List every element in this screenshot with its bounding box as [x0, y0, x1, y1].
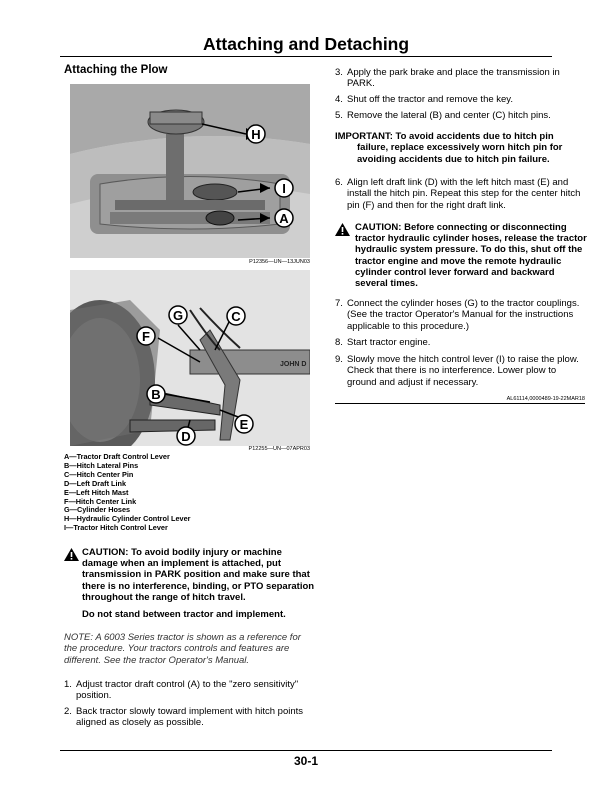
caution-text: CAUTION: Before connecting or disconnecting tractor hydraulic cylinder hoses, release the tractor hydraulic system pressure. To do this, shut off the tractor engine and move the remote hydraulic cylinder control lever forward and backward several times.	[355, 222, 587, 290]
callout-b	[147, 385, 165, 403]
step-text: Slowly move the hitch control lever (I) to raise the plow. Check that there is no interference. Lower plow to ground and adjust if necessary.	[347, 354, 579, 388]
step-6	[335, 177, 585, 211]
figure-control-levers	[70, 84, 310, 258]
legend-item: H—Hydraulic Cylinder Control Lever	[64, 514, 191, 524]
parts-legend	[64, 453, 314, 533]
legend-item: I—Tractor Hitch Control Lever	[64, 523, 168, 533]
figure-hitch-connection	[70, 270, 310, 446]
svg-text:E: E	[239, 417, 249, 432]
step-4	[335, 94, 585, 105]
note: NOTE: A 6003 Series tractor is shown as a reference for the procedure. Your tractors controls and features are different. See the tractor Operator's Manual.	[64, 632, 301, 666]
step-5	[335, 110, 585, 121]
callout-i	[275, 179, 293, 197]
svg-text:F: F	[142, 329, 150, 344]
legend-item: C—Hitch Center Pin	[64, 469, 134, 479]
svg-text:B: B	[151, 387, 161, 402]
step-text: Shut off the tractor and remove the key.	[347, 94, 513, 105]
step-text: Align left draft link (D) with the left hitch mast (E) and install the hitch pin. Repeat this step for the center hitch pin (F) and then for the right draft link.	[347, 177, 581, 211]
caution-text: CAUTION: To avoid bodily injury or machine damage when an implement is attached, put transmission in PARK position and make sure that there is no interference, binding, or PTO separation throughout the range of hitch travel.	[82, 547, 315, 603]
title-rule	[60, 56, 552, 57]
footer-rule	[60, 750, 552, 751]
document-reference: AL61114,0000489-19-22MAR18	[506, 396, 585, 402]
step-number: 4.	[335, 94, 343, 105]
step-9	[335, 354, 585, 388]
step-number: 5.	[335, 110, 343, 121]
caution-hydraulic-pressure	[335, 222, 587, 289]
callout-c	[227, 307, 245, 325]
legend-item: B—Hitch Lateral Pins	[64, 460, 139, 470]
svg-text:C: C	[231, 309, 241, 324]
section-heading: Attaching the Plow	[64, 64, 168, 76]
svg-text:H: H	[251, 127, 261, 142]
callout-h	[247, 125, 265, 143]
svg-text:A: A	[279, 211, 289, 226]
step-number: 8.	[335, 337, 343, 348]
callout-e	[235, 415, 253, 433]
step-7	[335, 298, 585, 332]
figure-1-id: P12356—UN—13JUN03	[249, 259, 310, 265]
important-text: IMPORTANT: To avoid accidents due to hitch pin failure, replace excessively worn hitch pin for avoiding accidents due to hitch pin failure.	[335, 131, 563, 165]
step-2	[64, 706, 318, 729]
step-number: 6.	[335, 177, 343, 188]
decal-text: JOHN D	[280, 361, 307, 368]
svg-text:I: I	[282, 181, 286, 196]
step-8	[335, 337, 585, 348]
caution-tail: Do not stand between tractor and implement.	[82, 609, 286, 621]
step-text: Connect the cylinder hoses (G) to the tractor couplings. (See the tractor Operator's Manual for the instructions applicable to this procedure.)	[347, 298, 580, 332]
figure-2-id: P12255—UN—07APR03	[248, 446, 310, 452]
legend-item: A—Tractor Draft Control Lever	[64, 452, 170, 461]
step-1	[64, 679, 318, 702]
warning-icon	[64, 548, 79, 561]
legend-item: F—Hitch Center Link	[64, 496, 137, 506]
important-notice	[335, 131, 587, 165]
page-number: 30-1	[293, 754, 319, 768]
callout-a	[275, 209, 293, 227]
caution-implement-attached	[64, 547, 320, 620]
legend-item: G—Cylinder Hoses	[64, 505, 131, 515]
step-number: 3.	[335, 67, 343, 78]
callout-f	[137, 327, 155, 345]
step-3	[335, 67, 585, 90]
step-number: 1.	[64, 679, 72, 690]
step-number: 2.	[64, 706, 72, 717]
callout-d	[177, 427, 195, 445]
control-levers-illustration	[70, 84, 310, 258]
legend-item: D—Left Draft Link	[64, 478, 127, 488]
step-text: Adjust tractor draft control (A) to the "zero sensitivity" position.	[76, 679, 299, 702]
svg-text:G: G	[172, 308, 184, 323]
warning-icon	[335, 223, 350, 236]
step-text: Back tractor slowly toward implement with hitch points aligned as closely as possible.	[76, 706, 304, 729]
page-title: Attaching and Detaching	[202, 34, 410, 54]
step-text: Remove the lateral (B) and center (C) hitch pins.	[347, 110, 551, 121]
step-text: Apply the park brake and place the transmission in PARK.	[347, 67, 560, 90]
callout-g	[169, 306, 187, 324]
legend-item: E—Left Hitch Mast	[64, 487, 129, 497]
step-number: 9.	[335, 354, 343, 365]
hitch-illustration	[70, 270, 310, 446]
step-number: 7.	[335, 298, 343, 309]
step-text: Start tractor engine.	[347, 337, 431, 348]
section-end-rule	[335, 403, 585, 404]
svg-text:D: D	[181, 429, 191, 444]
